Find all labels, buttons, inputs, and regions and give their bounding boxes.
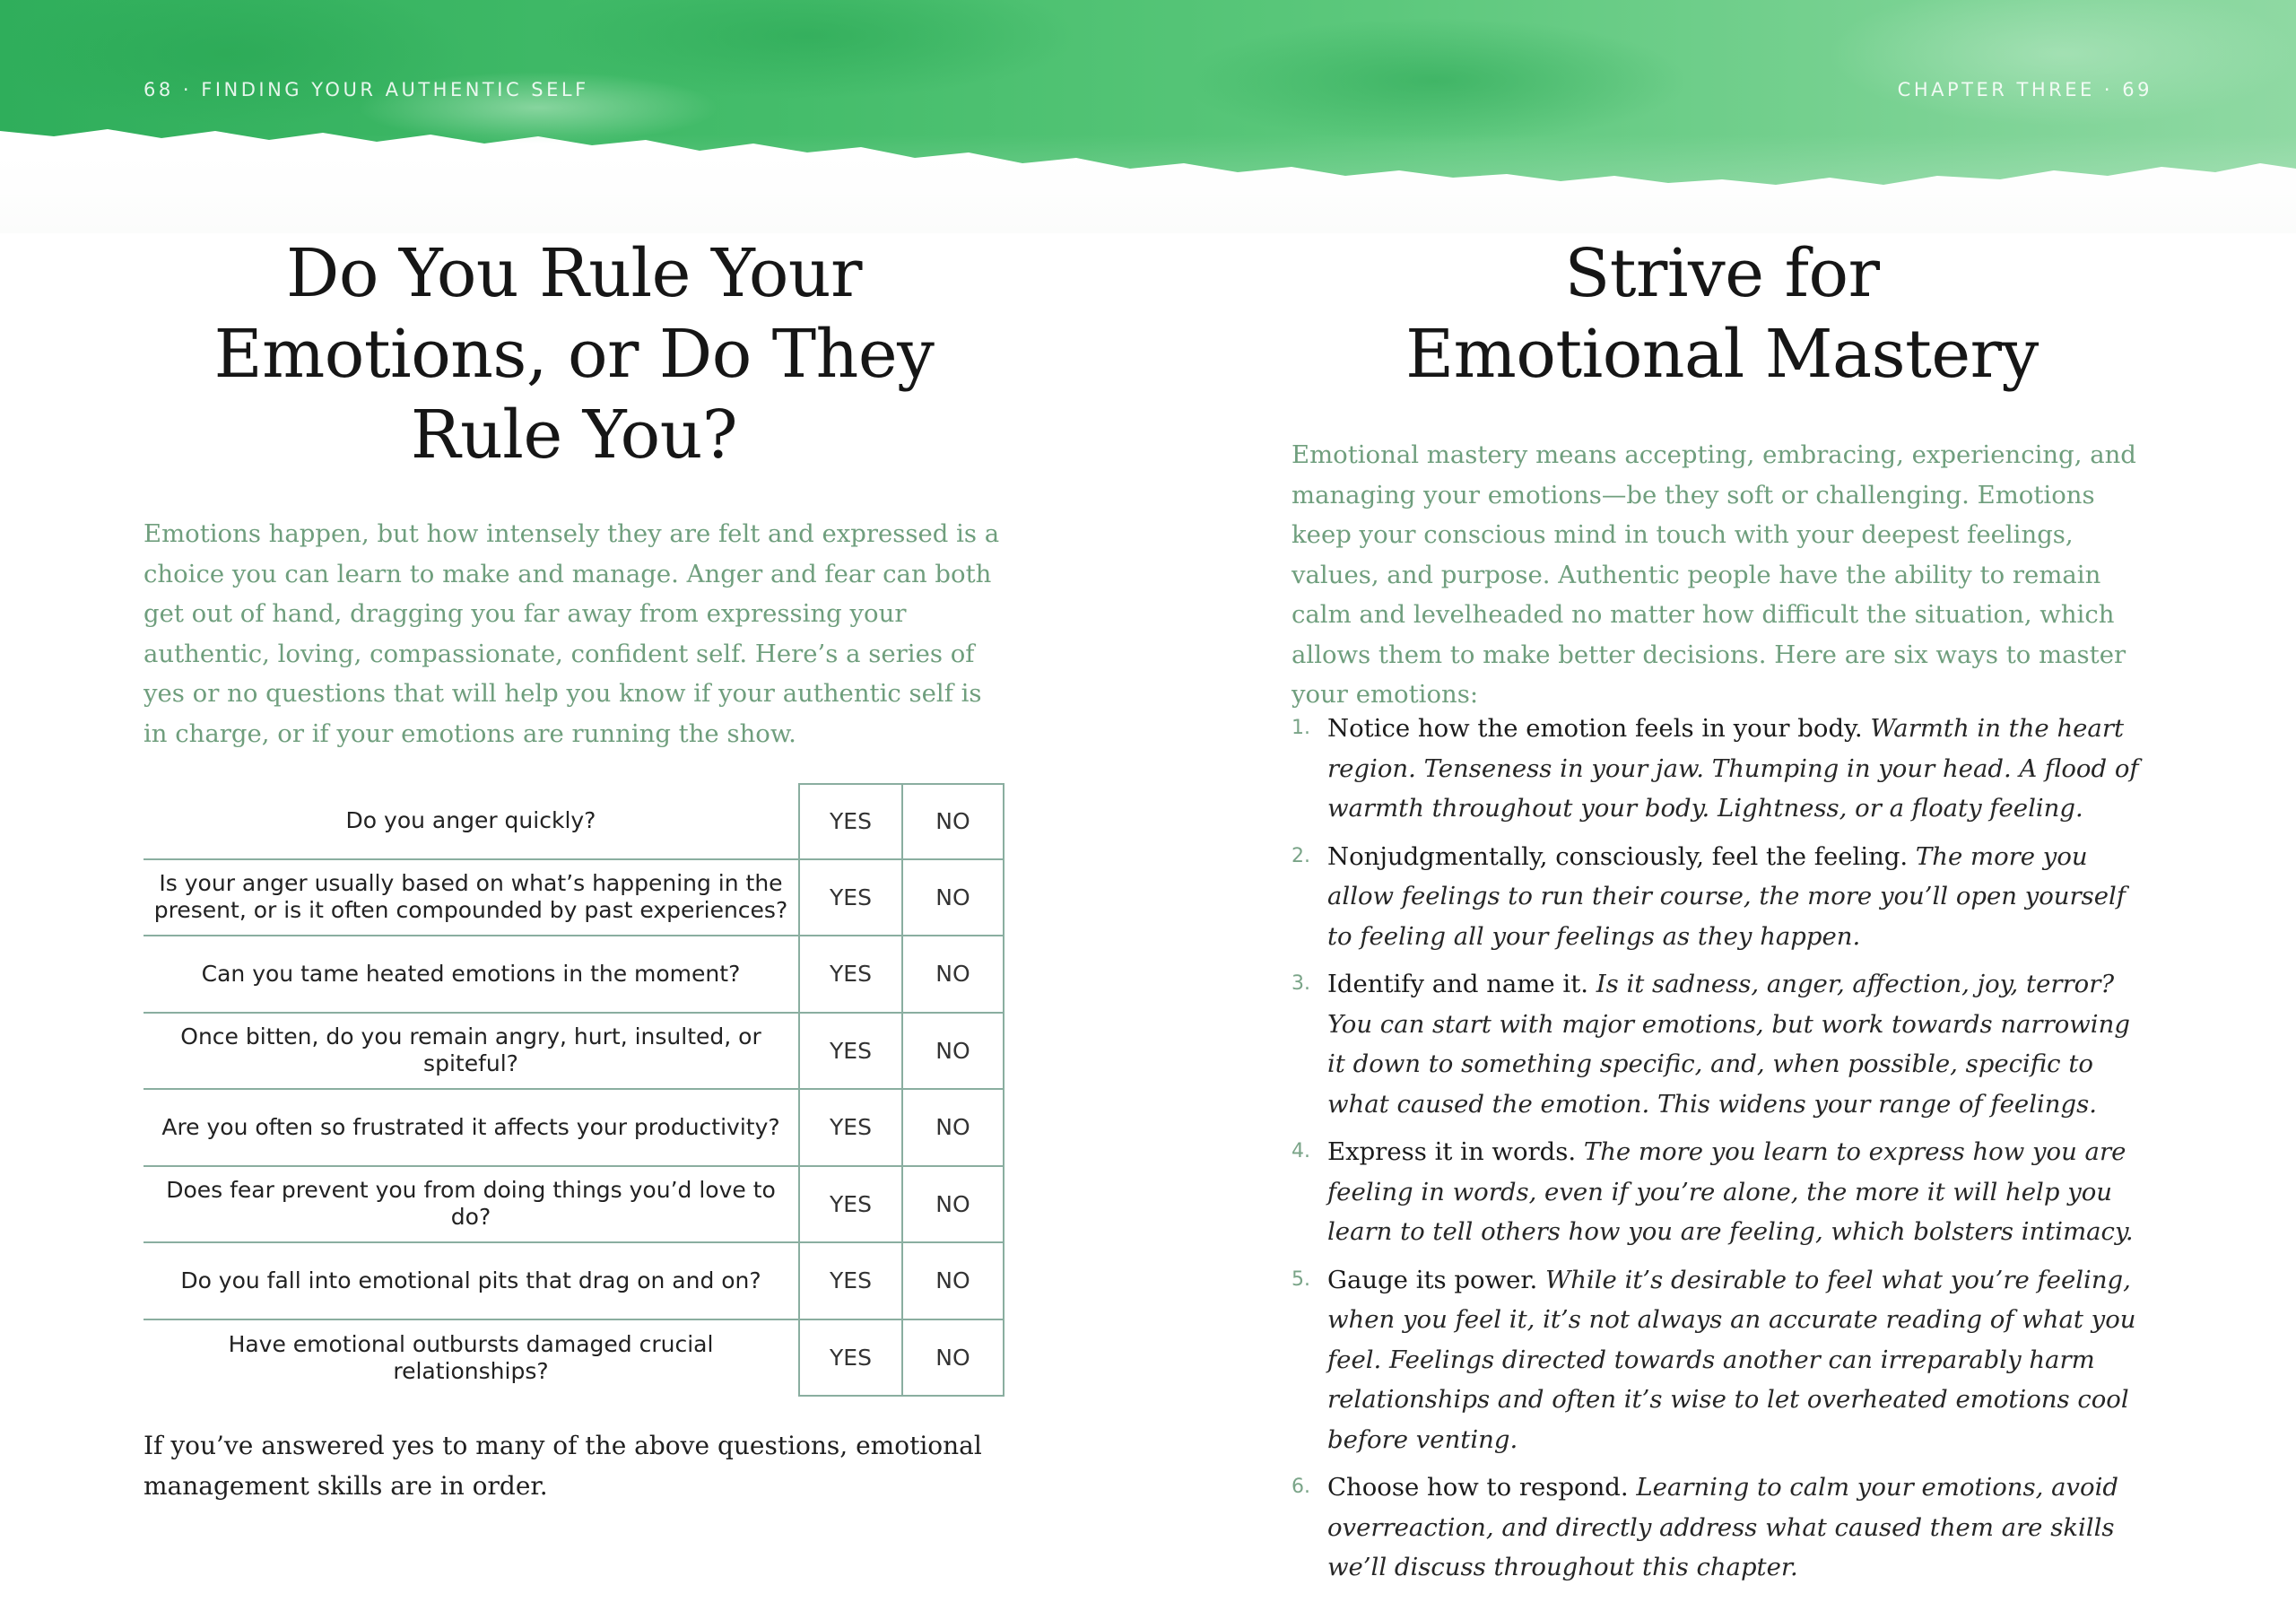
step-body: The more you allow feelings to run their course, the more you’ll open yourself to feeling all your feelings as they happen. <box>1327 841 2126 951</box>
no-option: NO <box>901 860 1004 937</box>
yes-option: YES <box>798 1320 901 1398</box>
step-item <box>1292 837 2152 957</box>
running-head-right: CHAPTER THREE · 69 <box>1897 79 2152 100</box>
step-number: 5. <box>1292 1267 1310 1291</box>
no-option: NO <box>901 1090 1004 1167</box>
quiz-row <box>144 783 1004 860</box>
quiz-question: Can you tame heated emotions in the moment? <box>144 936 798 1014</box>
quiz-question: Is your anger usually based on what’s happening in the present, or is it often compounded by past experiences? <box>144 860 798 937</box>
right-title-line: Strive for <box>1564 235 1880 312</box>
left-title-line: Emotions, or Do They <box>213 316 935 393</box>
quiz-row <box>144 860 1004 937</box>
yes-option: YES <box>798 936 901 1014</box>
step-lead: Express it in words. <box>1327 1137 1584 1166</box>
step-body: Warmth in the heart region. Tenseness in your jaw. Thumping in your head. A flood of warmth throughout your body. Lightness, or a floaty feeling. <box>1327 714 2139 823</box>
step-number: 3. <box>1292 972 1310 995</box>
quiz-row <box>144 1090 1004 1167</box>
yes-option: YES <box>798 783 901 860</box>
step-lead: Choose how to respond. <box>1327 1473 1637 1502</box>
quiz-row <box>144 1320 1004 1398</box>
step-item <box>1292 1132 2152 1252</box>
yes-option: YES <box>798 1090 901 1167</box>
no-option: NO <box>901 783 1004 860</box>
left-page-title <box>108 233 1040 475</box>
step-item <box>1292 1467 2152 1588</box>
step-item <box>1292 709 2152 829</box>
mastery-steps-list <box>1292 709 2152 1596</box>
step-item <box>1292 964 2152 1124</box>
step-body: While it’s desirable to feel what you’re feeling, when you feel it, it’s not always an accurate reading of what you feel. Feelings directed towards another can irreparably harm relationships and often it’s wise to let overheated emotions cool before venting. <box>1327 1265 2136 1454</box>
right-page <box>1292 0 2152 1611</box>
yes-option: YES <box>798 860 901 937</box>
quiz-question: Are you often so frustrated it affects your productivity? <box>144 1090 798 1167</box>
quiz-row <box>144 1014 1004 1091</box>
step-number: 4. <box>1292 1140 1310 1163</box>
step-body: The more you learn to express how you are feeling in words, even if you’re alone, the more it will help you learn to tell others how you are feeling, which bolsters intimacy. <box>1327 1137 2134 1246</box>
running-head-left: 68 · FINDING YOUR AUTHENTIC SELF <box>144 79 589 100</box>
step-item <box>1292 1260 2152 1460</box>
quiz-row <box>144 1243 1004 1320</box>
quiz-question: Have emotional outbursts damaged crucial relationships? <box>228 1331 714 1385</box>
step-lead: Gauge its power. <box>1327 1265 1545 1294</box>
quiz-row <box>144 1167 1004 1244</box>
yes-option: YES <box>798 1167 901 1244</box>
step-body: Learning to calm your emotions, avoid overreaction, and directly address what caused them are skills we’ll discuss throughout this chapter. <box>1327 1473 2118 1581</box>
right-intro-paragraph: Emotional mastery means accepting, embracing, experiencing, and managing your emotions—be they soft or challenging. Emotions keep your conscious mind in touch with your deepest feelings, values, and purpose. Authentic people have the ability to remain calm and levelheaded no matter how difficult the situation, which allows them to make better decisions. Here are six ways to master your emotions: <box>1292 440 2136 709</box>
left-intro-paragraph: Emotions happen, but how intensely they are felt and expressed is a choice you can learn to make and manage. Anger and fear can both get out of hand, dragging you far away from expressing your authentic, loving, compassionate, confident self. Here’s a series of yes or no questions that will help you know if your authentic self is in charge, or if your emotions are running the show. <box>144 519 1000 748</box>
step-number: 6. <box>1292 1476 1310 1498</box>
quiz-question: Does fear prevent you from doing things you’d love to do? <box>144 1167 798 1244</box>
yes-no-quiz-table <box>144 783 1004 1397</box>
left-title-line: Do You Rule Your <box>286 235 862 312</box>
no-option: NO <box>901 1014 1004 1091</box>
no-option: NO <box>901 936 1004 1014</box>
no-option: NO <box>901 1243 1004 1320</box>
left-title-line: Rule You? <box>410 396 738 474</box>
step-number: 2. <box>1292 844 1310 867</box>
quiz-question: Do you anger quickly? <box>144 783 798 860</box>
step-lead: Identify and name it. <box>1327 970 1596 998</box>
right-page-title <box>1256 233 2188 395</box>
left-closing-paragraph: If you’ve answered yes to many of the above questions, emotional management skills are in order. <box>144 1431 982 1501</box>
quiz-question: Once bitten, do you remain angry, hurt, insulted, or spiteful? <box>144 1014 798 1091</box>
step-lead: Notice how the emotion feels in your body. <box>1327 714 1871 743</box>
left-page <box>144 0 1004 1611</box>
yes-option: YES <box>798 1243 901 1320</box>
step-body: Is it sadness, anger, affection, joy, terror? You can start with major emotions, but work towards narrowing it down to something specific, and, when possible, specific to what caused the emotion. This widens your range of feelings. <box>1327 970 2130 1119</box>
step-number: 1. <box>1292 717 1310 739</box>
no-option: NO <box>901 1167 1004 1244</box>
yes-option: YES <box>798 1014 901 1091</box>
no-option: NO <box>901 1320 1004 1398</box>
quiz-question: Do you fall into emotional pits that drag on and on? <box>144 1243 798 1320</box>
step-lead: Nonjudgmentally, consciously, feel the feeling. <box>1327 841 1916 871</box>
right-title-line: Emotional Mastery <box>1405 316 2039 393</box>
quiz-row <box>144 936 1004 1014</box>
